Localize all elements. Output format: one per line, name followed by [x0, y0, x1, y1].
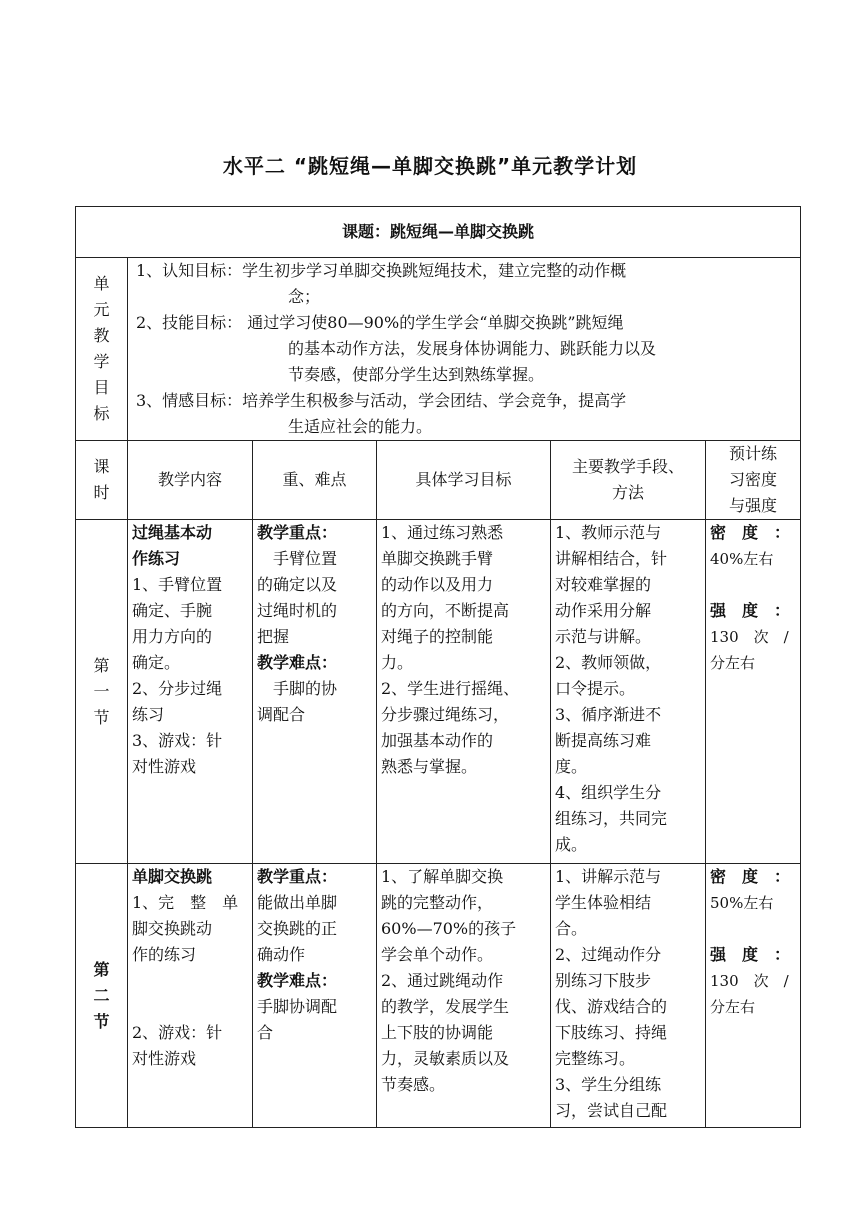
lesson-label: 第 一 节	[76, 520, 128, 864]
goals-label: 单 元 教 学 目 标	[76, 258, 128, 441]
lesson-keypoints: 教学重点： 能做出单脚 交换跳的正 确动作 教学难点： 手脚协调配 合	[253, 864, 377, 1128]
header-content: 教学内容	[128, 441, 253, 520]
lesson-density: 密 度 ： 40%左右 强 度 ： 130 次 / 分左右	[706, 520, 801, 864]
lesson-label: 第 二 节	[76, 864, 128, 1128]
goal-skill: 2、技能目标： 通过学习使80—90%的学生学会“单脚交换跳”跳短绳	[136, 313, 624, 332]
header-density: 预计练 习密度 与强度	[706, 441, 801, 520]
header-lesson: 课 时	[76, 441, 128, 520]
table-row	[76, 864, 801, 1128]
lesson-methods: 1、讲解示范与 学生体验相结 合。 2、过绳动作分 别练习下肢步 伐、游戏结合的 下肢练习、持绳 完整练习。 3、学生分组练 习，尝试自己配	[551, 864, 706, 1128]
document-title: 水平二 “跳短绳—单脚交换跳”单元教学计划	[222, 154, 638, 178]
header-methods: 主要教学手段、 方法	[551, 441, 706, 520]
topic-row	[76, 207, 801, 258]
goals-row	[76, 258, 801, 441]
lesson-content: 过绳基本动 作练习 1、手臂位置 确定、手腕 用力方向的 确定。 2、分步过绳 练习 3、游戏：针 对性游戏	[128, 520, 253, 864]
lesson-plan-table	[75, 206, 801, 1128]
lesson-content: 单脚交换跳 1、完 整 单 脚交换跳动 作的练习 2、游戏：针 对性游戏	[128, 864, 253, 1128]
goal-affective: 3、情感目标：培养学生积极参与活动，学会团结、学会竞争，提高学	[136, 391, 627, 410]
header-row	[76, 441, 801, 520]
header-objectives: 具体学习目标	[377, 441, 551, 520]
header-keypoints: 重、难点	[253, 441, 377, 520]
goal-cognitive: 1、认知目标：学生初步学习单脚交换跳短绳技术，建立完整的动作概	[136, 261, 627, 280]
lesson-keypoints: 教学重点： 手臂位置 的确定以及 过绳时机的 把握 教学难点： 手脚的协 调配合	[253, 520, 377, 864]
lesson-methods: 1、教师示范与 讲解相结合，针 对较难掌握的 动作采用分解 示范与讲解。 2、教师领做， 口令提示。 3、循序渐进不 断提高练习难 度。 4、组织学生分 组练习，共同完 成。	[551, 520, 706, 864]
topic-cell: 课题：跳短绳—单脚交换跳	[76, 207, 801, 258]
goals-text: 1、认知目标：学生初步学习单脚交换跳短绳技术，建立完整的动作概 念； 2、技能目标： 通过学习使80—90%的学生学会“单脚交换跳”跳短绳 的基本动作方法，发展身体协调能力、跳跃能力以及 节奏感，使部分学生达到熟练掌握。 3、情感目标：培养学生积极参与活动，学会团结、学会竞争，提高学 生适应社会的能力。	[128, 258, 801, 441]
table-row	[76, 520, 801, 864]
lesson-objectives: 1、了解单脚交换 跳的完整动作， 60%—70%的孩子 学会单个动作。 2、通过跳绳动作 的教学，发展学生 上下肢的协调能 力，灵敏素质以及 节奏感。	[377, 864, 551, 1128]
lesson-density: 密 度 ： 50%左右 强 度 ： 130 次 / 分左右	[706, 864, 801, 1128]
lesson-objectives: 1、通过练习熟悉 单脚交换跳手臂 的动作以及用力 的方向，不断提高 对绳子的控制能 力。 2、学生进行摇绳、 分步骤过绳练习， 加强基本动作的 熟悉与掌握。	[377, 520, 551, 864]
